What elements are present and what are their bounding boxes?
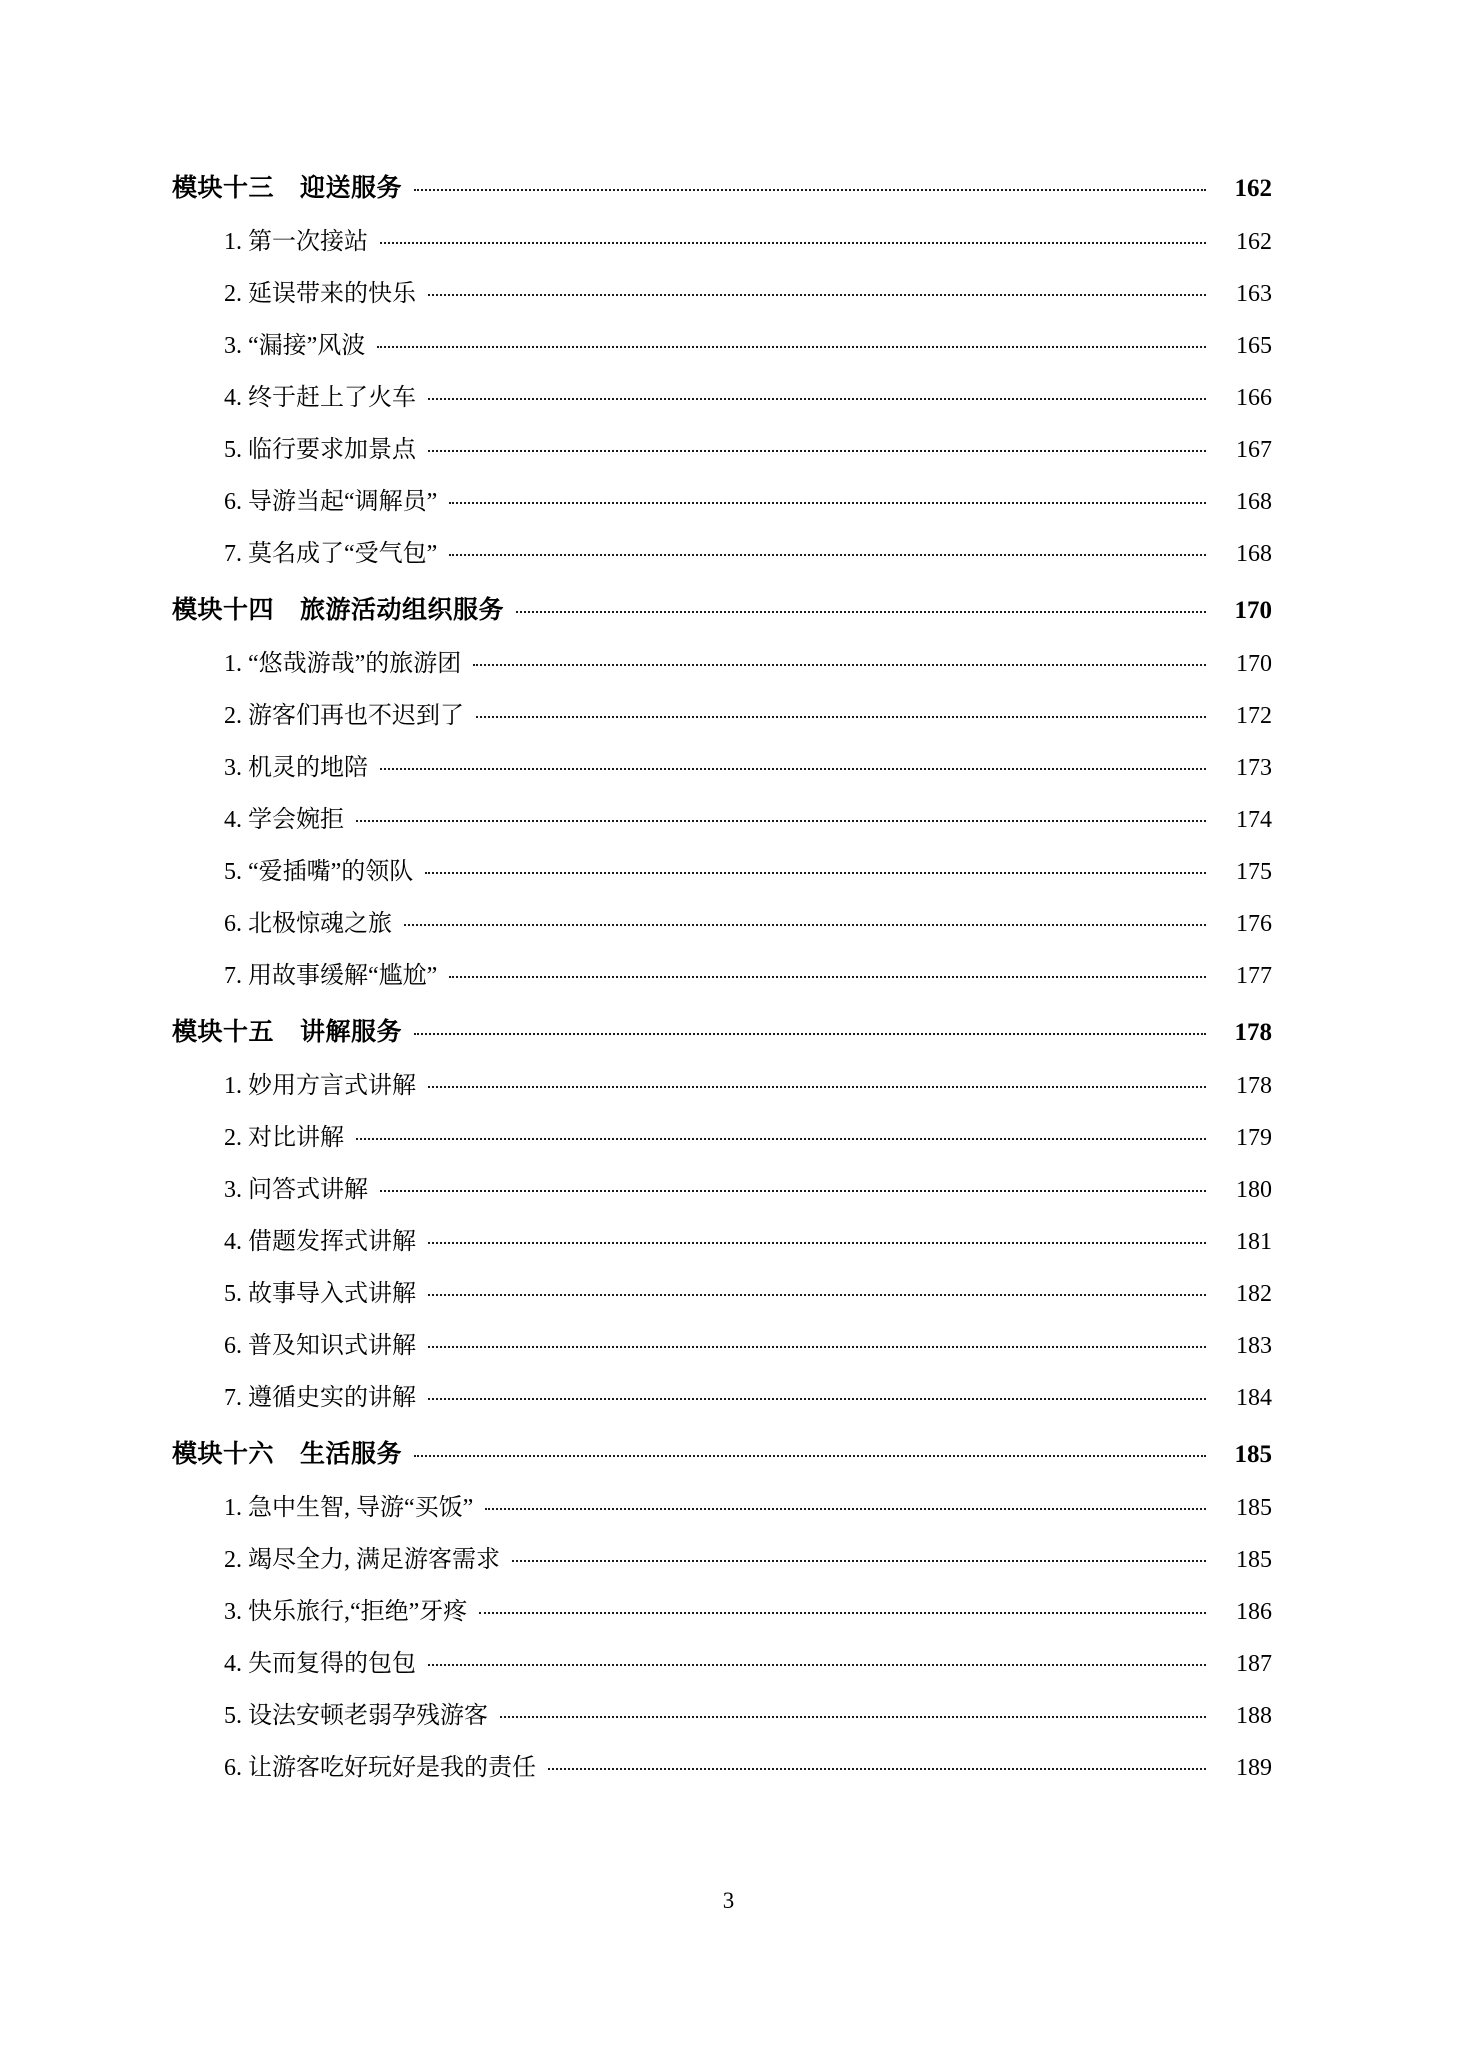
toc-entry-label: 1. 妙用方言式讲解	[224, 1073, 416, 1099]
toc-entry-label: 1. “悠哉游哉”的旅游团	[224, 651, 462, 677]
toc-dot-leader	[428, 1285, 1206, 1301]
toc-dot-leader	[380, 759, 1206, 775]
toc-entry-row[interactable]	[172, 695, 1272, 730]
toc-entry-row[interactable]	[172, 1221, 1272, 1256]
toc-entry-label: 5. 临行要求加景点	[224, 437, 416, 463]
toc-entry-label: 2. 对比讲解	[224, 1125, 344, 1151]
toc-entry-row[interactable]	[172, 273, 1272, 308]
toc-module-name: 迎送服务	[300, 175, 403, 202]
toc-entry-row[interactable]	[172, 1695, 1272, 1730]
toc-entry-page-number: 179	[1236, 1125, 1272, 1151]
toc-dot-leader	[414, 1024, 1206, 1040]
toc-entry-page-number: 168	[1236, 541, 1272, 567]
toc-entry-row[interactable]	[172, 221, 1272, 256]
toc-entry-label: 6. 让游客吃好玩好是我的责任	[224, 1755, 536, 1781]
toc-dot-leader	[516, 602, 1206, 618]
toc-module-title	[172, 1434, 402, 1470]
toc-entry-page-number: 187	[1236, 1651, 1272, 1677]
toc-dot-leader	[404, 915, 1206, 931]
toc-entry-label: 5. “爱插嘴”的领队	[224, 859, 414, 885]
toc-entry-row[interactable]	[172, 1117, 1272, 1152]
toc-dot-leader	[377, 337, 1206, 353]
toc-dot-leader	[356, 811, 1206, 827]
toc-entry-row[interactable]	[172, 533, 1272, 568]
toc-entry-page-number: 172	[1236, 703, 1272, 729]
toc-module-number: 模块十三	[172, 175, 275, 202]
toc-module-row[interactable]	[172, 168, 1272, 204]
toc-entry-label: 2. 延误带来的快乐	[224, 281, 416, 307]
toc-entry-page-number: 188	[1236, 1703, 1272, 1729]
toc-module-row[interactable]	[172, 590, 1272, 626]
toc-entry-row[interactable]	[172, 1377, 1272, 1412]
toc-module-title	[172, 590, 504, 626]
toc-entry-label: 6. 北极惊魂之旅	[224, 911, 392, 937]
toc-entry-label: 4. 失而复得的包包	[224, 1651, 416, 1677]
toc-module-page-number: 162	[1234, 175, 1272, 202]
page-folio-number: 3	[722, 1888, 735, 1913]
toc-entry-page-number: 162	[1236, 229, 1272, 255]
toc-module-title	[172, 168, 402, 204]
toc-entry-label: 1. 急中生智, 导游“买饭”	[224, 1495, 474, 1521]
toc-dot-leader	[428, 1077, 1206, 1093]
toc-dot-leader	[473, 655, 1206, 671]
toc-entry-page-number: 178	[1236, 1073, 1272, 1099]
toc-dot-leader	[428, 285, 1206, 301]
toc-entry-label: 4. 终于赶上了火车	[224, 385, 416, 411]
toc-dot-leader	[414, 180, 1206, 196]
toc-dot-leader	[356, 1129, 1206, 1145]
toc-entry-label: 4. 学会婉拒	[224, 807, 344, 833]
toc-entry-page-number: 182	[1236, 1281, 1272, 1307]
toc-module-number: 模块十六	[172, 1441, 275, 1468]
toc-dot-leader	[425, 863, 1206, 879]
toc-entry-label: 5. 设法安顿老弱孕残游客	[224, 1703, 488, 1729]
toc-entry-label: 3. 机灵的地陪	[224, 755, 368, 781]
toc-entry-page-number: 183	[1236, 1333, 1272, 1359]
toc-entry-page-number: 185	[1236, 1495, 1272, 1521]
toc-entry-page-number: 177	[1236, 963, 1272, 989]
toc-dot-leader	[380, 1181, 1206, 1197]
toc-entry-row[interactable]	[172, 1747, 1272, 1782]
toc-entry-row[interactable]	[172, 325, 1272, 360]
toc-dot-leader	[512, 1551, 1206, 1567]
toc-entry-page-number: 175	[1236, 859, 1272, 885]
toc-entry-row[interactable]	[172, 1169, 1272, 1204]
toc-entry-label: 5. 故事导入式讲解	[224, 1281, 416, 1307]
toc-entry-label: 3. “漏接”风波	[224, 333, 366, 359]
toc-entry-row[interactable]	[172, 1065, 1272, 1100]
toc-dot-leader	[500, 1707, 1206, 1723]
toc-entry-label: 3. 快乐旅行,“拒绝”牙疼	[224, 1599, 468, 1625]
toc-dot-leader	[414, 1446, 1206, 1462]
toc-entry-row[interactable]	[172, 1487, 1272, 1522]
toc-entry-page-number: 189	[1236, 1755, 1272, 1781]
toc-module-row[interactable]	[172, 1434, 1272, 1470]
toc-entry-page-number: 174	[1236, 807, 1272, 833]
toc-entry-row[interactable]	[172, 799, 1272, 834]
toc-entry-row[interactable]	[172, 1273, 1272, 1308]
toc-dot-leader	[449, 967, 1206, 983]
toc-module-page-number: 185	[1234, 1441, 1272, 1468]
toc-entry-page-number: 173	[1236, 755, 1272, 781]
toc-entry-label: 4. 借题发挥式讲解	[224, 1229, 416, 1255]
toc-entry-page-number: 166	[1236, 385, 1272, 411]
toc-entry-row[interactable]	[172, 851, 1272, 886]
toc-entry-page-number: 163	[1236, 281, 1272, 307]
toc-entry-row[interactable]	[172, 481, 1272, 516]
toc-entry-page-number: 180	[1236, 1177, 1272, 1203]
toc-entry-page-number: 181	[1236, 1229, 1272, 1255]
toc-dot-leader	[476, 707, 1206, 723]
toc-entry-page-number: 170	[1236, 651, 1272, 677]
toc-dot-leader	[428, 441, 1206, 457]
toc-entry-page-number: 184	[1236, 1385, 1272, 1411]
toc-dot-leader	[428, 1337, 1206, 1353]
toc-dot-leader	[428, 1389, 1206, 1405]
toc-entry-label: 3. 问答式讲解	[224, 1177, 368, 1203]
toc-module-name: 生活服务	[300, 1441, 403, 1468]
table-of-contents	[172, 168, 1272, 1782]
toc-entry-row[interactable]	[172, 1591, 1272, 1626]
toc-entry-label: 1. 第一次接站	[224, 229, 368, 255]
toc-entry-page-number: 176	[1236, 911, 1272, 937]
toc-entry-label: 2. 游客们再也不迟到了	[224, 703, 464, 729]
toc-entry-label: 7. 用故事缓解“尴尬”	[224, 963, 438, 989]
toc-entry-row[interactable]	[172, 1539, 1272, 1574]
toc-dot-leader	[485, 1499, 1206, 1515]
toc-entry-label: 7. 遵循史实的讲解	[224, 1385, 416, 1411]
toc-entry-page-number: 167	[1236, 437, 1272, 463]
toc-entry-page-number: 168	[1236, 489, 1272, 515]
toc-entry-page-number: 186	[1236, 1599, 1272, 1625]
toc-entry-page-number: 185	[1236, 1547, 1272, 1573]
toc-dot-leader	[428, 1655, 1206, 1671]
toc-module-name: 讲解服务	[300, 1019, 403, 1046]
toc-module-page-number: 178	[1234, 1019, 1272, 1046]
toc-dot-leader	[428, 389, 1206, 405]
toc-dot-leader	[428, 1233, 1206, 1249]
toc-entry-row[interactable]	[172, 747, 1272, 782]
toc-module-row[interactable]	[172, 1012, 1272, 1048]
toc-entry-row[interactable]	[172, 643, 1272, 678]
toc-module-name: 旅游活动组织服务	[300, 597, 505, 624]
toc-module-number: 模块十五	[172, 1019, 275, 1046]
toc-dot-leader	[449, 493, 1206, 509]
toc-dot-leader	[449, 545, 1206, 561]
toc-entry-row[interactable]	[172, 429, 1272, 464]
toc-dot-leader	[380, 233, 1206, 249]
toc-entry-row[interactable]	[172, 1325, 1272, 1360]
toc-entry-row[interactable]	[172, 955, 1272, 990]
toc-entry-label: 2. 竭尽全力, 满足游客需求	[224, 1547, 500, 1573]
toc-dot-leader	[548, 1759, 1206, 1775]
toc-module-title	[172, 1012, 402, 1048]
toc-entry-label: 6. 导游当起“调解员”	[224, 489, 438, 515]
toc-entry-label: 7. 莫名成了“受气包”	[224, 541, 438, 567]
toc-entry-page-number: 165	[1236, 333, 1272, 359]
toc-entry-row[interactable]	[172, 377, 1272, 412]
toc-entry-row[interactable]	[172, 903, 1272, 938]
toc-module-page-number: 170	[1234, 597, 1272, 624]
toc-entry-label: 6. 普及知识式讲解	[224, 1333, 416, 1359]
toc-entry-row[interactable]	[172, 1643, 1272, 1678]
toc-dot-leader	[479, 1603, 1206, 1619]
toc-module-number: 模块十四	[172, 597, 275, 624]
